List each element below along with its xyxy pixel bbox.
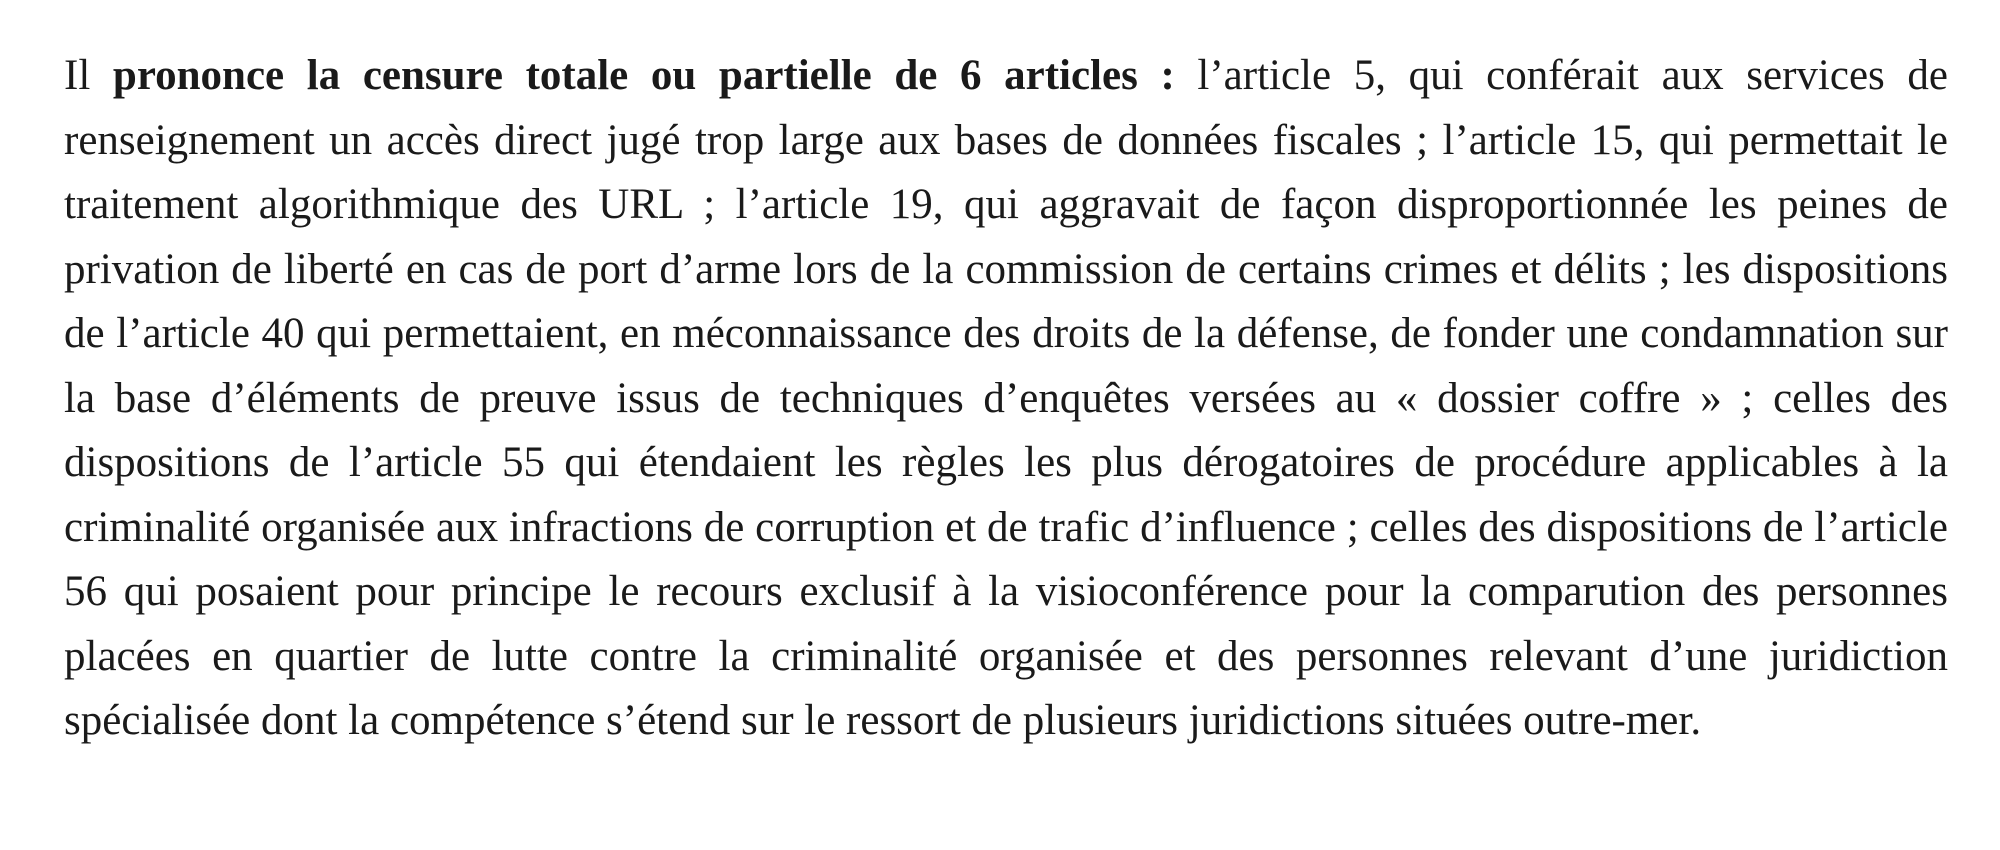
paragraph-body: l’article 5, qui conférait aux services de renseignement un accès direct jugé trop large aux bases de données fiscales ; l’article 15, qui permettait le traitement algorithmique des URL ; l’article 19, qui aggravait de façon disproportionnée les peines de privation de liberté en cas de port d’arme lors de la commission de certains crimes et délits ; les dispositions de l’article 40 qui permettaient, en méconnaissance des droits de la défense, de fonder une condamnation sur la base d’éléments de preuve issus de techniques d’enquêtes versées au « dossier coffre » ; celles des dispositions de l’article 55 qui étendaient les règles les plus dérogatoires de procédure applicables à la criminalité organisée aux infractions de corruption et de trafic d’influence ; celles des dispositions de l’article 56 qui posaient pour principe le recours exclusif à la visioconférence pour la comparution des personnes placées en quartier de lutte contre la criminalité organisée et des personnes relevant d’une juridiction spécialisée dont la compétence s’étend sur le ressort de plusieurs juridictions situées outre-mer. [64, 52, 1948, 744]
decision-paragraph [64, 44, 1948, 754]
paragraph-bold-statement: prononce la censure totale ou partielle de 6 articles : [112, 52, 1175, 99]
paragraph-lead: Il [64, 52, 113, 99]
